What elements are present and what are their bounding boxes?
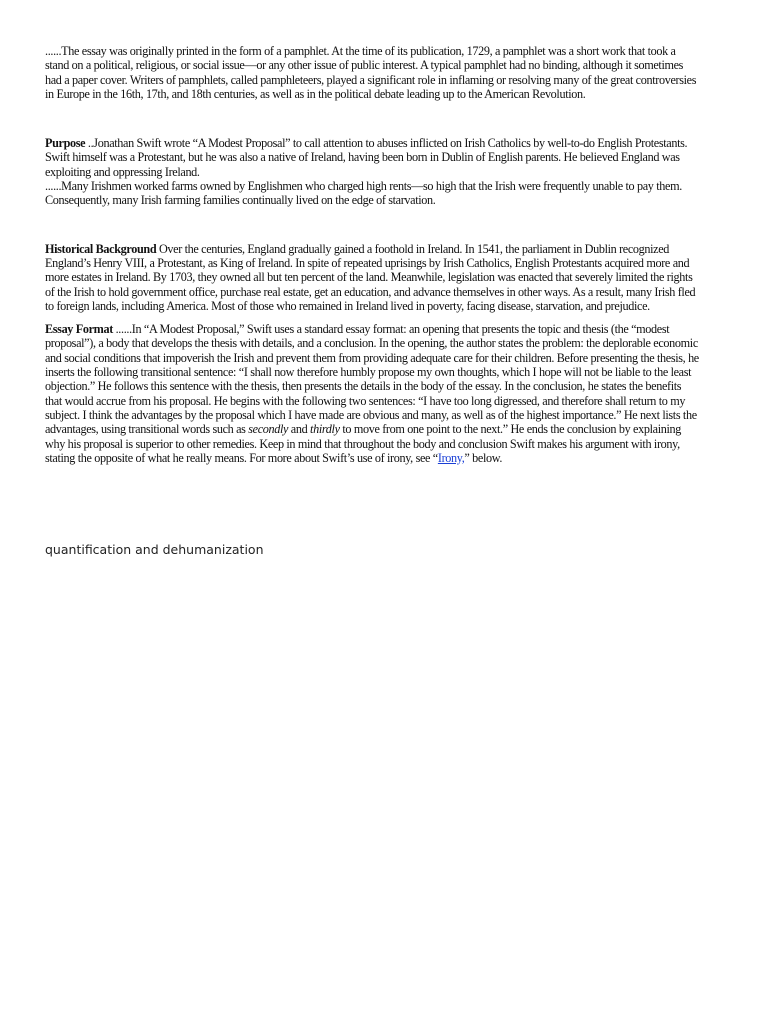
document-body — [45, 44, 700, 465]
intro-text: ......The essay was originally printed in the form of a pamphlet. At the time of its publication, 1729, a pamphlet was a short work that took a stand on a political, religious, or social issue—or any other issue of public interest. A typical pamphlet had no binding, although it sometimes had a paper cover. Writers of pamphlets, called pamphleteers, played a significant role in inflaming or resolving many of the great controversies in Europe in the 16th, 17th, and 18th centuries, as well as in the political debate leading up to the American Revolution. — [45, 44, 697, 101]
format-paragraph — [45, 322, 700, 465]
purpose-paragraph — [45, 136, 700, 207]
purpose-label: Purpose — [45, 136, 86, 151]
historical-label: Historical Background — [45, 241, 157, 256]
format-label: Essay Format — [45, 322, 113, 337]
format-text-d: ” below. — [464, 450, 503, 465]
historical-text: Over the centuries, England gradually gained a foothold in Ireland. In 1541, the parliament in Dublin recognized England’s Henry VIII, a Protestant, as King of Ireland. In spite of repeated uprisings by Irish Catholics, English Protestants acquired more and more estates in Ireland. By 1703, they owned all but ten percent of the land. Meanwhile, legislation was enacted that severely limited the rights of the Irish to hold government office, purchase real estate, get an education, and advance themselves in other ways. As a result, many Irish fled to foreign lands, including America. Most of those who remained in Ireland lived in poverty, facing disease, starvation, and prejudice. — [45, 241, 696, 313]
purpose-text: ..Jonathan Swift wrote “A Modest Proposal” to call attention to abuses inflicted on Irish Catholics by well-to-do English Protestants. Swift himself was a Protestant, but he was also a native of Ireland, having been born in Dublin of English parents. He believed England was exploiting and oppressing Ireland. — [45, 136, 688, 179]
format-text-a: ......In “A Modest Proposal,” Swift uses a standard essay format: an opening that presents the topic and thesis (the “modest proposal”), a body that develops the thesis with details, and a conclusion. In the opening, the author states the problem: the deplorable economic and social conditions that impoverish the Irish and prevent them from providing adequate care for their children. Before presenting the thesis, he inserts the following transitional sentence: “I shall now therefore humbly propose my own thoughts, which I hope will not be liable to the least objection.” He follows this sentence with the thesis, then presents the details in the body of the essay. In the conclusion, he states the benefits that would accrue from his proposal. He begins with the following two sentences: “I have too long digressed, and therefore shall return to my subject. I think the advantages by the proposal which I have made are obvious and many, as well as of the highest importance.” He next lists the advantages, using transitional words such as — [45, 322, 699, 437]
format-italic-secondly: secondly — [248, 422, 289, 437]
historical-paragraph — [45, 242, 700, 313]
intro-paragraph — [45, 44, 700, 101]
format-italic-thirdly: thirdly — [310, 422, 340, 437]
format-text-c: to move from one point to the next.” He ends the conclusion by explaining why his proposal is superior to other remedies. Keep in mind that throughout the body and conclusion Swift makes his argument with irony, stating the opposite of what he really means. For more about Swift’s use of irony, see “ — [45, 422, 681, 465]
irony-link[interactable]: Irony, — [437, 450, 465, 465]
format-text-b: and — [288, 422, 311, 437]
purpose-text-2: ......Many Irishmen worked farms owned by Englishmen who charged high rents—so high that the Irish were frequently unable to pay them. Consequently, many Irish farming families continually lived on the edge of starvation. — [45, 179, 682, 208]
section-heading: quantification and dehumanization — [45, 542, 264, 557]
